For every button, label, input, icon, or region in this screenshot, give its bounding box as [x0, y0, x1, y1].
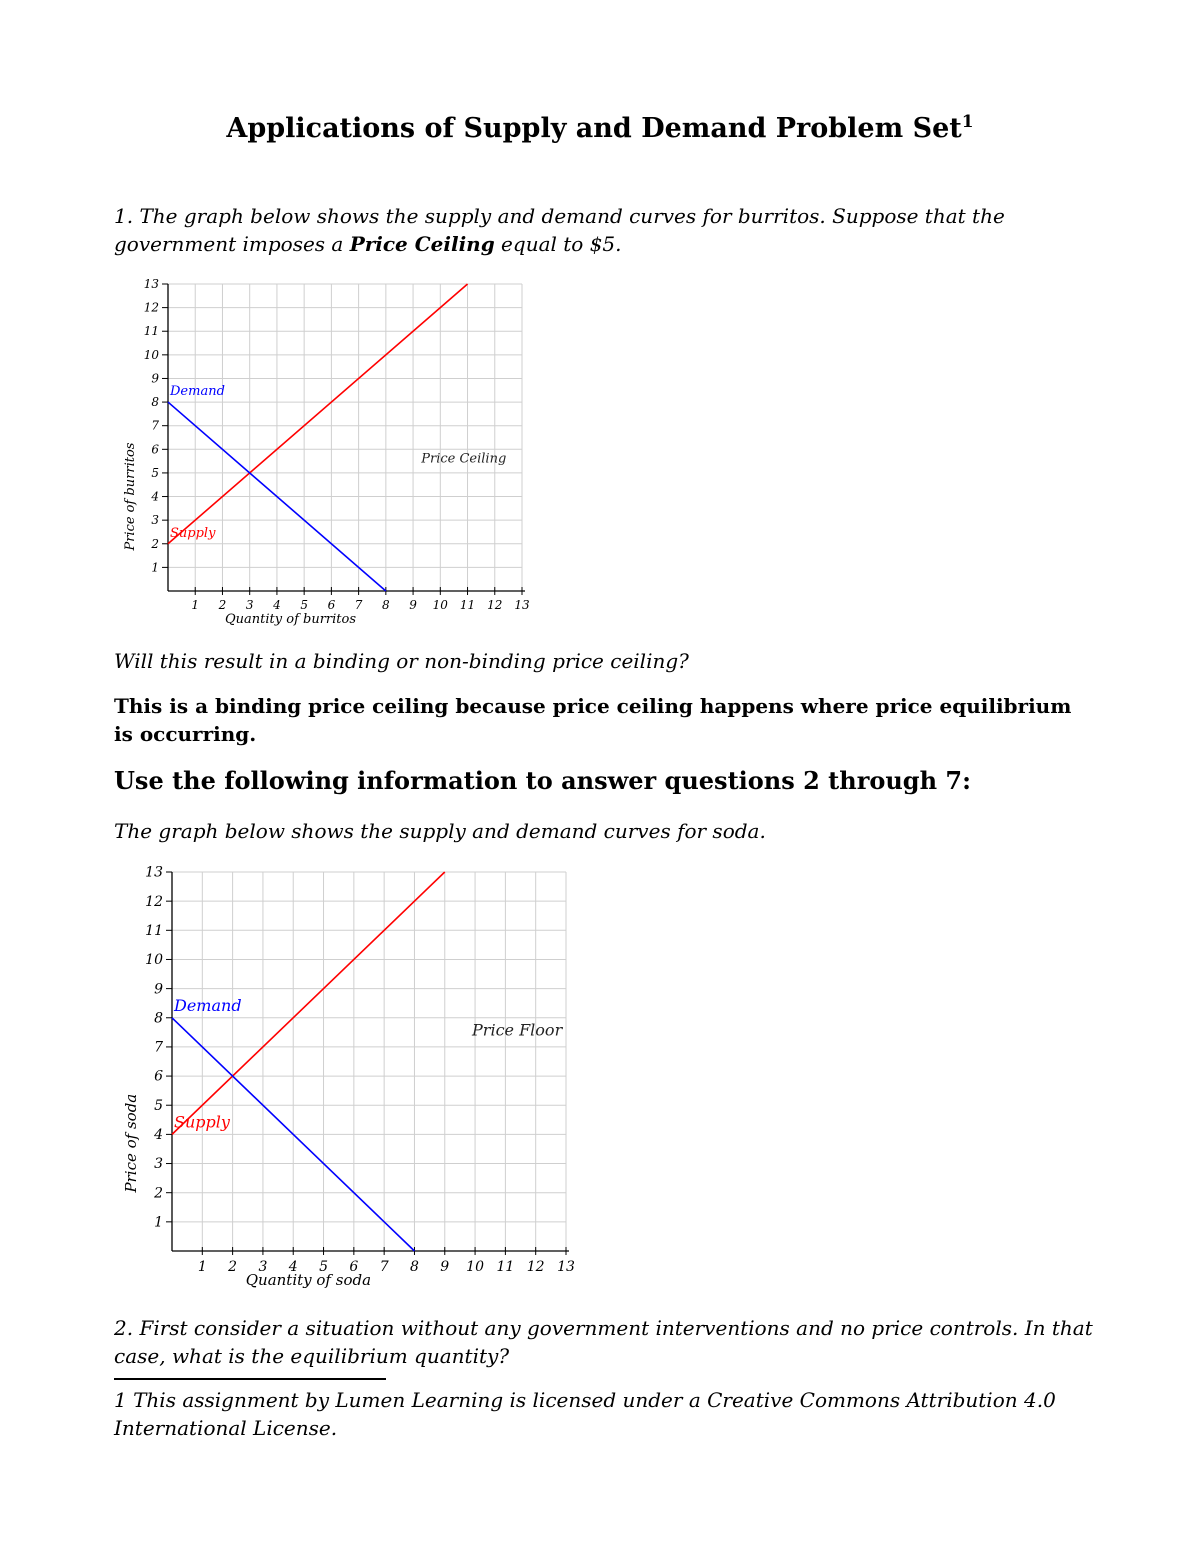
- y-tick-label: 11: [145, 922, 163, 939]
- x-tick-label: 3: [245, 598, 254, 612]
- x-tick-label: 11: [459, 598, 476, 612]
- y-tick-label: 4: [151, 489, 159, 504]
- y-tick-label: 9: [154, 981, 163, 998]
- y-tick-label: 11: [143, 324, 159, 339]
- soda-intro: The graph below shows the supply and demand curves for soda.: [114, 819, 766, 843]
- x-tick-label: 1: [191, 598, 200, 612]
- y-tick-label: 10: [143, 347, 159, 362]
- y-tick-label: 3: [154, 1156, 163, 1173]
- section-heading: Use the following information to answer questions 2 through 7:: [114, 766, 971, 795]
- footnote: 1 This assignment by Lumen Learning is licensed under a Creative Commons Attribution 4.0 International License.: [114, 1388, 1056, 1440]
- x-tick-label: 13: [557, 1259, 575, 1275]
- x-tick-label: 11: [496, 1259, 515, 1275]
- x-tick-label: 4: [273, 598, 281, 612]
- y-tick-label: 6: [151, 442, 159, 457]
- x-tick-label: 8: [410, 1259, 419, 1275]
- y-tick-label: 13: [143, 277, 159, 291]
- x-tick-label: 6: [349, 1259, 359, 1275]
- q1-text: 1. The graph below shows the supply and demand curves for burritos. Suppose that the government imposes a: [114, 204, 1005, 256]
- y-tick-label: 12: [143, 300, 159, 315]
- x-tick-label: 5: [319, 1259, 328, 1275]
- x-tick-label: 8: [382, 598, 390, 612]
- region-annotation: Price Ceiling: [421, 451, 507, 467]
- title-text: Applications of Supply and Demand Problem Set: [226, 113, 962, 144]
- y-tick-label: 5: [151, 465, 159, 480]
- y-tick-label: 1: [154, 1214, 163, 1231]
- y-tick-label: 7: [151, 418, 159, 433]
- footnote-divider: [114, 1378, 386, 1380]
- x-tick-label: 9: [440, 1259, 450, 1275]
- question-1-prompt: Will this result in a binding or non-binding price ceiling?: [114, 649, 689, 673]
- q1-text-end: equal to $5.: [494, 232, 622, 256]
- x-tick-label: 5: [300, 598, 308, 612]
- y-axis-label: Price of soda: [122, 1093, 140, 1193]
- y-tick-label: 6: [154, 1068, 163, 1085]
- title-footnote-mark: 1: [961, 112, 974, 132]
- x-tick-label: 10: [466, 1259, 484, 1275]
- x-tick-label: 2: [218, 598, 227, 612]
- x-tick-label: 4: [288, 1259, 298, 1275]
- x-tick-label: 7: [379, 1259, 389, 1275]
- x-tick-label: 7: [354, 598, 363, 612]
- soda-chart: [110, 858, 590, 1298]
- y-tick-label: 2: [154, 1185, 163, 1202]
- x-tick-label: 12: [487, 598, 503, 612]
- x-tick-label: 13: [514, 598, 530, 612]
- supply-label: Supply: [170, 525, 216, 541]
- supply-label: Supply: [174, 1112, 230, 1132]
- x-tick-label: 1: [197, 1259, 207, 1275]
- q1-bold-term: Price Ceiling: [349, 232, 495, 256]
- burrito-chart: [110, 270, 550, 630]
- y-tick-label: 8: [151, 395, 159, 410]
- x-axis-label: Quantity of burritos: [225, 612, 357, 627]
- y-tick-label: 4: [154, 1127, 163, 1144]
- y-tick-label: 10: [145, 952, 163, 969]
- y-tick-label: 5: [154, 1097, 163, 1114]
- question-1-answer: This is a binding price ceiling because price ceiling happens where price equilibrium is occurring.: [114, 694, 1072, 746]
- y-tick-label: 1: [151, 560, 159, 575]
- y-tick-label: 3: [151, 513, 159, 528]
- x-axis-label: Quantity of soda: [245, 1271, 372, 1289]
- x-tick-label: 12: [526, 1259, 545, 1275]
- question-1: [114, 202, 1094, 258]
- x-tick-label: 6: [327, 598, 336, 612]
- y-tick-label: 12: [145, 893, 163, 910]
- region-annotation: Price Floor: [472, 1020, 563, 1040]
- y-tick-label: 13: [145, 864, 163, 881]
- supply-line: [168, 284, 468, 544]
- document-title: [0, 112, 1200, 144]
- x-tick-label: 10: [432, 598, 448, 612]
- demand-label: Demand: [174, 995, 242, 1015]
- demand-label: Demand: [170, 384, 225, 400]
- y-tick-label: 2: [151, 536, 159, 551]
- x-tick-label: 2: [228, 1259, 238, 1275]
- y-tick-label: 8: [154, 1010, 163, 1027]
- y-axis-label: Price of burritos: [123, 442, 138, 551]
- y-tick-label: 9: [151, 371, 159, 386]
- x-tick-label: 3: [258, 1259, 268, 1275]
- y-tick-label: 7: [154, 1039, 163, 1056]
- question-2: 2. First consider a situation without any government interventions and no price controls. In that case, what is the equilibrium quantity?: [114, 1316, 1093, 1368]
- x-tick-label: 9: [409, 598, 417, 612]
